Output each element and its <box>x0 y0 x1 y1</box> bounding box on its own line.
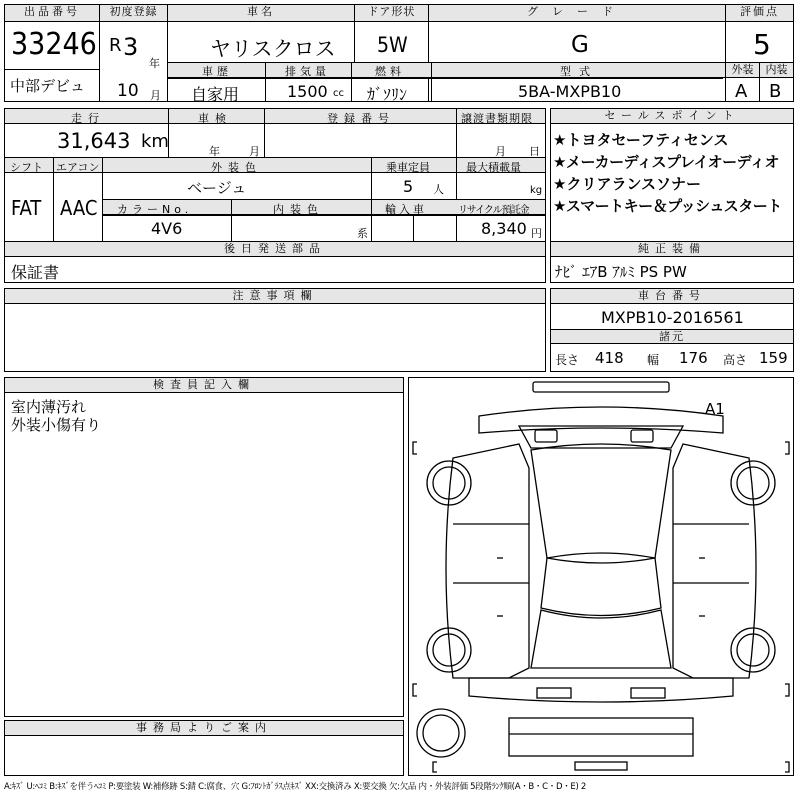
import-label: 輸入車 <box>385 203 427 216</box>
model: 5BA-MXPB10 <box>518 82 622 101</box>
debut-label: 中部デビュ <box>10 77 86 95</box>
insp-year-unit: 年 <box>209 145 220 158</box>
height: 159 <box>759 349 788 367</box>
int-color-label: 内装色 <box>273 203 324 216</box>
interior-label: 内装 <box>760 63 793 78</box>
int-color-unit: 系 <box>357 227 368 240</box>
sales-point-item: ★クリアランスソナー <box>553 175 701 193</box>
notes-box <box>4 288 546 372</box>
transfer-month-unit: 月 <box>495 145 506 158</box>
car-outline <box>409 378 793 775</box>
shift: FAT <box>11 196 42 220</box>
notes-label: 注意事項欄 <box>5 289 545 304</box>
lot-number: 33246 <box>11 27 97 62</box>
recycle-label: リサイクル預託金 <box>458 205 529 216</box>
color-no: 4V6 <box>151 219 183 238</box>
lot-no-label: 出品番号 <box>5 5 99 22</box>
vehicle-info-box <box>4 108 546 242</box>
interior-grade: B <box>769 81 782 102</box>
subrow-header-bg <box>168 63 725 78</box>
displacement-label: 排気量 <box>285 65 330 78</box>
car-diagram <box>408 377 794 776</box>
insp-month-unit: 月 <box>249 145 260 158</box>
displacement-unit: cc <box>333 88 344 99</box>
sales-point-item: ★メーカーディスプレイオーディオ <box>553 153 779 171</box>
era: R <box>109 35 122 56</box>
grade-label: グレード <box>429 5 725 22</box>
length: 418 <box>595 349 624 367</box>
inspector-line: 室内薄汚れ <box>11 398 87 416</box>
mileage-label: 走行 <box>71 112 105 125</box>
sales-point-item: ★スマートキー＆プッシュスタート <box>553 197 782 215</box>
length-label: 長さ <box>555 353 580 367</box>
equipment-box <box>550 241 794 283</box>
header-box <box>4 4 794 102</box>
seating: 5 <box>403 177 414 196</box>
door-type: 5W <box>377 33 408 57</box>
color-no-label: カラーNo. <box>117 203 193 216</box>
mileage: 31,643 <box>57 129 131 153</box>
fuel-label: 燃料 <box>375 65 405 78</box>
inspector-label: 検査員記入欄 <box>5 378 403 393</box>
specs-label: 諸元 <box>551 330 793 344</box>
max-load-unit: kg <box>530 185 543 196</box>
ac-label: エアコン <box>56 161 100 174</box>
grade: G <box>571 32 589 58</box>
ext-color: ベージュ <box>187 179 247 197</box>
reg-no-label: 登録番号 <box>327 112 395 125</box>
ac: AAC <box>60 196 98 220</box>
transfer-label: 譲渡書類期限 <box>461 112 533 125</box>
score: 5 <box>753 28 771 61</box>
reg-year: 3 <box>123 33 139 61</box>
mileage-unit: km <box>141 131 169 152</box>
inspector-box <box>4 377 404 717</box>
chassis-box <box>550 288 794 372</box>
later-parts-box <box>4 241 546 283</box>
model-label: 型式 <box>560 65 598 78</box>
displacement: 1500 <box>287 82 328 101</box>
month-unit: 月 <box>150 89 161 102</box>
chassis-label: 車台番号 <box>551 289 793 304</box>
equipment-value: ﾅﾋﾞ ｴｱB ｱﾙﾐ PS PW <box>555 263 687 281</box>
inspector-line: 外装小傷有り <box>11 416 102 434</box>
width: 176 <box>679 349 708 367</box>
equipment-label: 純正装備 <box>551 242 793 257</box>
reg-month: 10 <box>117 81 139 101</box>
seating-unit: 人 <box>433 183 444 196</box>
inspection-label: 車検 <box>198 112 232 125</box>
fuel: ｶﾞｿﾘﾝ <box>367 85 408 104</box>
sales-point-item: ★トヨタセーフティセンス <box>553 131 729 149</box>
seating-label: 乗車定員 <box>386 161 430 174</box>
exterior-label: 外装 <box>726 63 759 78</box>
history: 自家用 <box>191 85 240 104</box>
year-unit: 年 <box>149 57 160 70</box>
max-load-label: 最大積載量 <box>466 161 521 174</box>
first-reg-label: 初度登録 <box>100 5 167 22</box>
later-parts-value: 保証書 <box>11 263 60 282</box>
ext-color-label: 外装色 <box>211 161 262 174</box>
exterior-grade: A <box>735 81 748 102</box>
height-label: 高さ <box>723 353 748 367</box>
later-parts-label: 後日発送部品 <box>5 242 545 257</box>
office-label: 事務局よりご案内 <box>5 721 403 736</box>
sales-points-box <box>550 108 794 242</box>
chassis-number: MXPB10-2016561 <box>601 308 744 327</box>
recycle: 8,340 <box>481 219 527 238</box>
car-name: ヤリスクロス <box>210 37 336 61</box>
sales-points-label: セールスポイント <box>551 109 793 124</box>
transfer-day-unit: 日 <box>529 145 540 158</box>
car-name-label: 車名 <box>168 5 354 22</box>
score-label: 評価点 <box>726 5 793 22</box>
width-label: 幅 <box>647 353 660 367</box>
door-label: ドア形状 <box>355 5 428 22</box>
recycle-unit: 円 <box>531 227 542 240</box>
legend: A:ｷｽﾞ U:ﾍｺﾐ B:ｷｽﾞを伴うﾍｺﾐ P:要塗装 W:補修跡 S:錆 C:腐食、穴 G:ﾌﾛﾝﾄｶﾞﾗｽ点ｷｽﾞ XX:交換済み X:要交換 欠:欠品 内・外装評価 5段階ﾗﾝｸ順(A・B・C・D・E) 2 <box>4 782 587 792</box>
history-label: 車歴 <box>202 65 232 78</box>
office-box <box>4 720 404 776</box>
shift-label: シフト <box>10 161 43 174</box>
damage-mark: A1 <box>705 400 725 418</box>
